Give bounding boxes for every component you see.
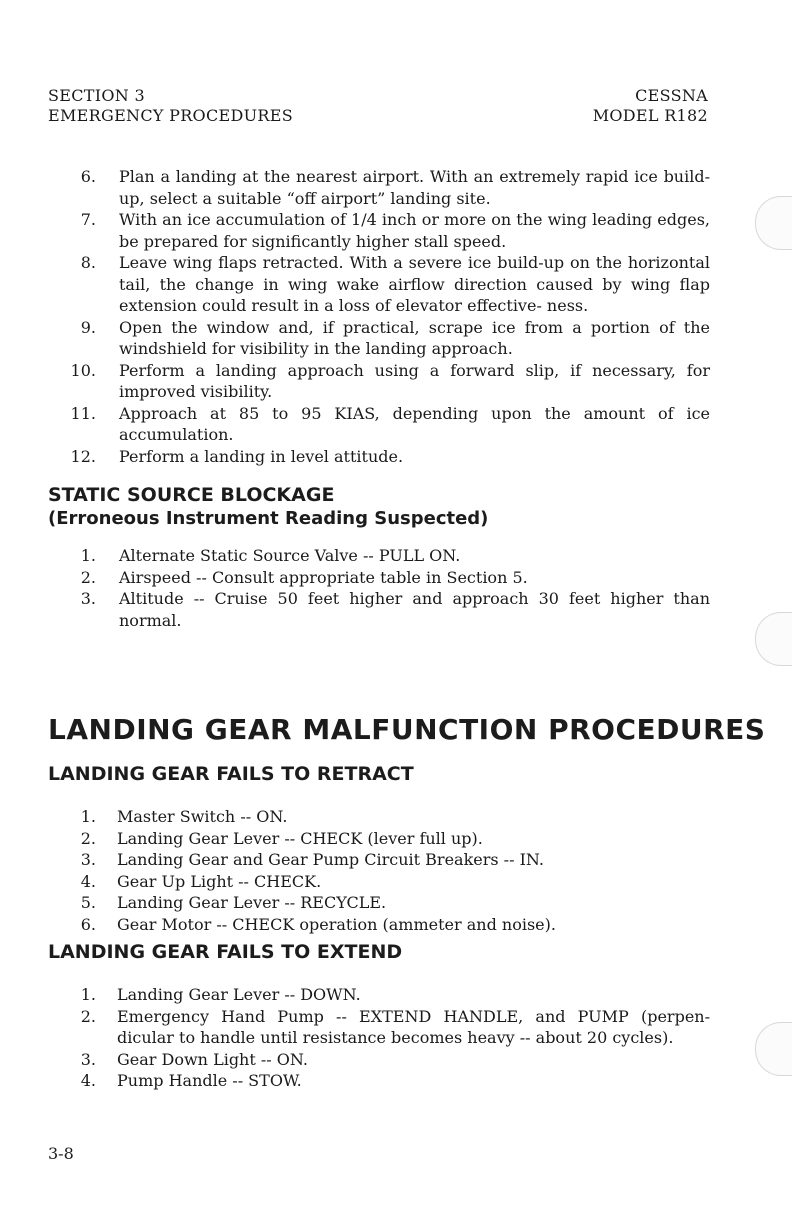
list-item xyxy=(48,828,710,850)
step-number: 8. xyxy=(80,253,96,272)
step-number: 2. xyxy=(80,567,96,587)
fails-extend-heading: LANDING GEAR FAILS TO EXTEND xyxy=(48,941,403,963)
fails-retract-heading: LANDING GEAR FAILS TO RETRACT xyxy=(48,763,414,785)
step-text: Master Switch -- ON. xyxy=(117,807,288,826)
step-text: Gear Up Light -- CHECK. xyxy=(117,871,322,891)
list-item xyxy=(48,166,710,209)
fails-retract-list xyxy=(48,806,710,935)
list-item xyxy=(48,1049,710,1071)
step-number: 11. xyxy=(70,403,96,423)
list-item xyxy=(48,545,710,567)
list-item xyxy=(48,849,710,871)
step-text: Open the window and, if practical, scrape ice from a portion of the windshield for visibility in the landing approach. xyxy=(119,317,710,358)
list-item xyxy=(48,1070,710,1092)
list-item xyxy=(48,1006,710,1049)
header-left xyxy=(48,86,293,126)
step-number: 3. xyxy=(80,589,96,608)
step-number: 1. xyxy=(80,807,96,826)
step-number: 1. xyxy=(80,985,96,1004)
step-text: Approach at 85 to 95 KIAS, depending upon the amount of ice accumulation. xyxy=(119,403,710,444)
step-text: Alternate Static Source Valve -- PULL ON. xyxy=(119,546,461,565)
list-item xyxy=(48,403,710,446)
list-item xyxy=(48,360,710,403)
list-item xyxy=(48,588,710,631)
list-item xyxy=(48,209,710,252)
step-text: Plan a landing at the nearest airport. With an extremely rapid ice build-up, select a suitable “off airport” landing site. xyxy=(119,167,710,208)
step-text: Altitude -- Cruise 50 feet higher and approach 30 feet higher than normal. xyxy=(119,589,710,630)
binder-hole xyxy=(755,1022,792,1076)
step-number: 9. xyxy=(80,317,96,337)
step-number: 7. xyxy=(80,210,96,229)
list-item xyxy=(48,914,710,936)
binder-hole xyxy=(755,612,792,666)
list-item xyxy=(48,252,710,317)
step-number: 4. xyxy=(80,871,96,891)
list-item xyxy=(48,567,710,589)
static-source-heading: STATIC SOURCE BLOCKAGE xyxy=(48,484,335,506)
list-item xyxy=(48,984,710,1006)
static-source-list xyxy=(48,545,710,631)
step-text: Perform a landing approach using a forward slip, if necessary, for improved visibility. xyxy=(119,360,710,401)
section-label: SECTION 3 xyxy=(48,86,145,105)
step-text: Landing Gear and Gear Pump Circuit Breakers -- IN. xyxy=(117,850,544,869)
step-number: 4. xyxy=(80,1071,96,1090)
step-text: Perform a landing in level attitude. xyxy=(119,446,404,466)
fails-extend-list xyxy=(48,984,710,1092)
step-number: 3. xyxy=(80,1049,96,1069)
step-text: Gear Down Light -- ON. xyxy=(117,1049,308,1069)
step-number: 3. xyxy=(80,850,96,869)
step-text: Gear Motor -- CHECK operation (ammeter and noise). xyxy=(117,914,556,934)
list-item xyxy=(48,317,710,360)
step-number: 2. xyxy=(80,828,96,848)
step-text: Leave wing flaps retracted. With a severe ice build-up on the horizontal tail, the change in wing wake airflow direction caused by wing flap extension could result in a loss of elevator effective- ness. xyxy=(119,253,710,315)
step-number: 6. xyxy=(80,167,96,186)
static-source-subheading: (Erroneous Instrument Reading Suspected) xyxy=(48,508,489,529)
section-title: EMERGENCY PROCEDURES xyxy=(48,106,293,125)
step-number: 2. xyxy=(80,1006,96,1026)
list-item xyxy=(48,871,710,893)
list-item xyxy=(48,892,710,914)
step-number: 10. xyxy=(70,360,96,380)
step-text: Airspeed -- Consult appropriate table in Section 5. xyxy=(119,567,528,587)
list-item xyxy=(48,806,710,828)
step-text: Emergency Hand Pump -- EXTEND HANDLE, and PUMP (perpen- dicular to handle until resistance becomes heavy -- about 20 cycles). xyxy=(117,1006,710,1047)
brand-label: CESSNA xyxy=(635,86,708,105)
header-right xyxy=(593,86,708,126)
step-number: 5. xyxy=(80,893,96,912)
step-number: 6. xyxy=(80,914,96,934)
step-text: With an ice accumulation of 1/4 inch or more on the wing leading edges, be prepared for significantly higher stall speed. xyxy=(119,210,710,251)
step-text: Landing Gear Lever -- DOWN. xyxy=(117,985,361,1004)
landing-gear-heading: LANDING GEAR MALFUNCTION PROCEDURES xyxy=(48,713,766,746)
step-number: 12. xyxy=(70,446,96,466)
page-number: 3-8 xyxy=(48,1144,74,1163)
step-number: 1. xyxy=(80,546,96,565)
step-text: Landing Gear Lever -- CHECK (lever full up). xyxy=(117,828,483,848)
model-label: MODEL R182 xyxy=(592,106,708,125)
step-text: Pump Handle -- STOW. xyxy=(117,1071,302,1090)
binder-hole xyxy=(755,196,792,250)
ice-procedure-list xyxy=(48,166,710,467)
step-text: Landing Gear Lever -- RECYCLE. xyxy=(117,893,387,912)
list-item xyxy=(48,446,710,468)
